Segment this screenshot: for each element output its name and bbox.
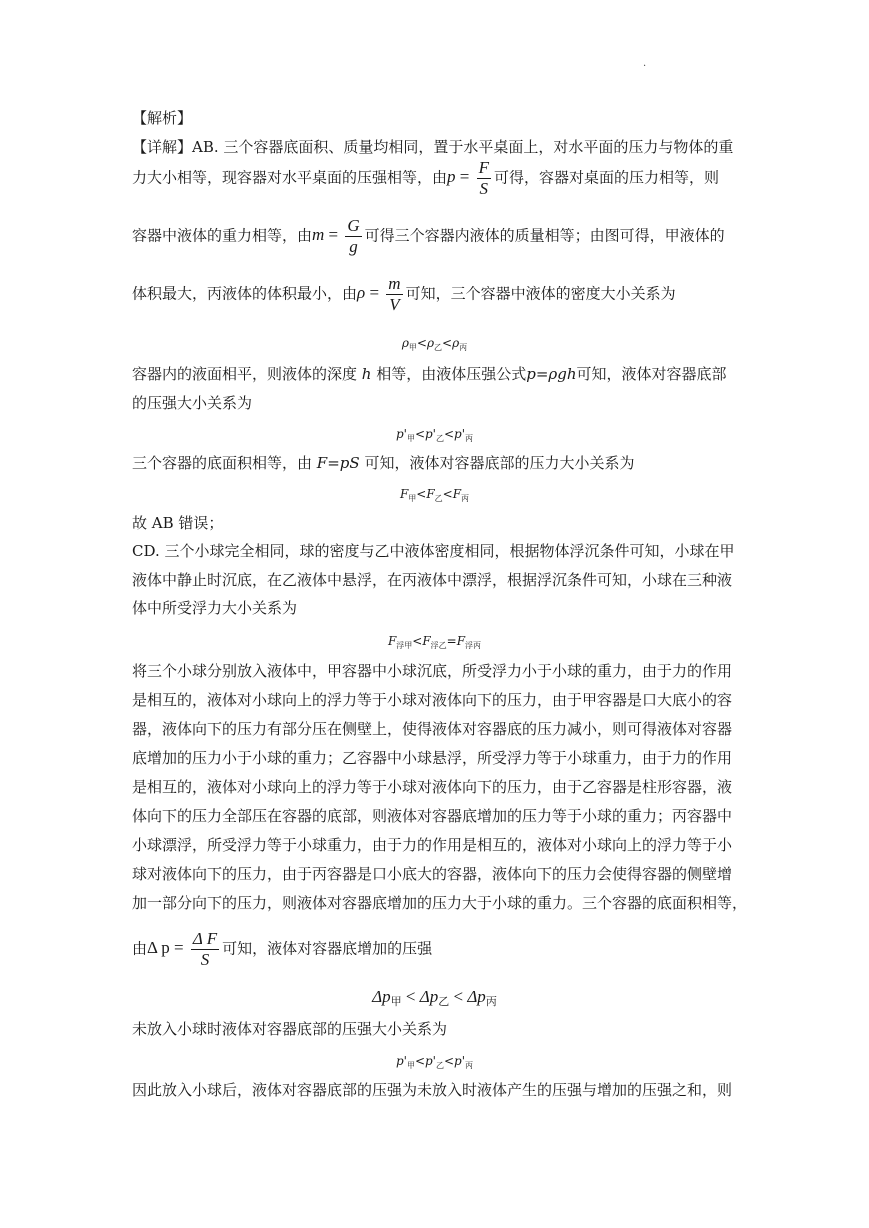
text-line-8: 故 AB 错误；: [132, 514, 224, 532]
text-line-23: 因此放入小球后，液体对容器底部的压强为未放入时液体产生的压强与增加的压强之和，则: [132, 1081, 733, 1099]
text-line-18: 小球漂浮，所受浮力等于小球重力，由于力的作用是相互的，液体对小球向上的浮力等于小: [132, 836, 733, 854]
formula-dp-dfs: Δ p = $\frac{\text{Δ F}}{S}$: [147, 929, 218, 969]
text-line-3: 容器中液体的重力相等，由m = $\frac{G}{g}$ 可得三个容器内液体的质量相等；由图可得，甲液体的: [132, 216, 725, 256]
text-line-7: 三个容器的底面积相等，由 F=pS 可知，液体对容器底部的压力大小关系为: [132, 454, 635, 472]
text-line-15: 底增加的压力小于小球的重力；乙容器中小球悬浮，所受浮力等于小球重力，由于力的作用: [132, 749, 733, 767]
header-dot: .: [643, 58, 647, 69]
text-line-11: 体中所受浮力大小关系为: [132, 599, 298, 617]
text-line-14: 器，液体向下的压力有部分压在侧壁上，使得液体对容器底的压力减小，则可得液体对容器: [132, 720, 733, 738]
text-line-1: 【详解】AB. 三个容器底面积、质量均相同，置于水平桌面上，对水平面的压力与物体的重: [132, 138, 734, 156]
formula-rho-mv: ρ = $\frac{m}{V}$: [357, 274, 401, 314]
equation-pressure-relation-2: $p'_甲<p'_乙<p'_丙$: [395, 1054, 474, 1070]
text-line-16: 是相互的，液体对小球向上的浮力等于小球对液体向下的压力，由于乙容器是柱形容器，液: [132, 778, 733, 796]
section-title: 【解析】: [132, 109, 193, 127]
equation-force-relation: $F_甲<F_乙<F_丙$: [399, 487, 470, 503]
text-line-9: CD. 三个小球完全相同，球的密度与乙中液体密度相同，根据物体浮沉条件可知，小球在甲: [132, 542, 735, 560]
text-line-6: 的压强大小关系为: [132, 394, 253, 412]
text-line-20: 加一部分向下的压力，则液体对容器底增加的压力大于小球的重力。三个容器的底面积相等，: [132, 894, 748, 912]
equation-density-relation: $\rho_甲<\rho_乙<\rho_丙$: [401, 336, 468, 352]
text-line-4: 体积最大，丙液体的体积最小，由ρ = $\frac{m}{V}$ 可知，三个容器中液体的密度大小关系为: [132, 274, 676, 314]
text-line-5: 容器内的液面相平，则液体的深度 h 相等，由液体压强公式p=ρgh可知，液体对容器底部: [132, 365, 727, 383]
text-line-21: 由Δ p = $\frac{\text{Δ F}}{S}$ 可知，液体对容器底增加的压强: [132, 929, 433, 969]
text-line-19: 球对液体向下的压力，由于丙容器是口小底大的容器，液体向下的压力会使得容器的侧壁增: [132, 865, 733, 883]
formula-p-fs: p = $\frac{F}{S}$: [447, 158, 489, 198]
equation-pressure-relation-1: $p'_甲<p'_乙<p'_丙$: [395, 427, 474, 443]
equation-delta-pressure-relation: $\Delta p_甲 < \Delta p_乙 < \Delta p_丙$: [372, 987, 497, 1008]
text-line-13: 是相互的，液体对小球向上的浮力等于小球对液体向下的压力，由于甲容器是口大底小的容: [132, 691, 733, 709]
formula-m-gg: m = $\frac{G}{g}$: [312, 216, 360, 256]
text-line-2: 力大小相等，现容器对水平桌面的压强相等，由p = $\frac{F}{S}$ 可得，容器对桌面的压力相等，则: [132, 158, 720, 198]
text-line-10: 液体中静止时沉底，在乙液体中悬浮，在丙液体中漂浮，根据浮沉条件可知，小球在三种液: [132, 571, 733, 589]
equation-buoyancy-relation: $F_{浮甲}<F_{浮乙}=F_{浮丙}$: [387, 634, 482, 650]
text-line-22: 未放入小球时液体对容器底部的压强大小关系为: [132, 1020, 448, 1038]
text-line-17: 体向下的压力全部压在容器的底部，则液体对容器底增加的压力等于小球的重力；丙容器中: [132, 807, 733, 825]
text-line-12: 将三个小球分别放入液体中，甲容器中小球沉底，所受浮力小于小球的重力，由于力的作用: [132, 662, 733, 680]
